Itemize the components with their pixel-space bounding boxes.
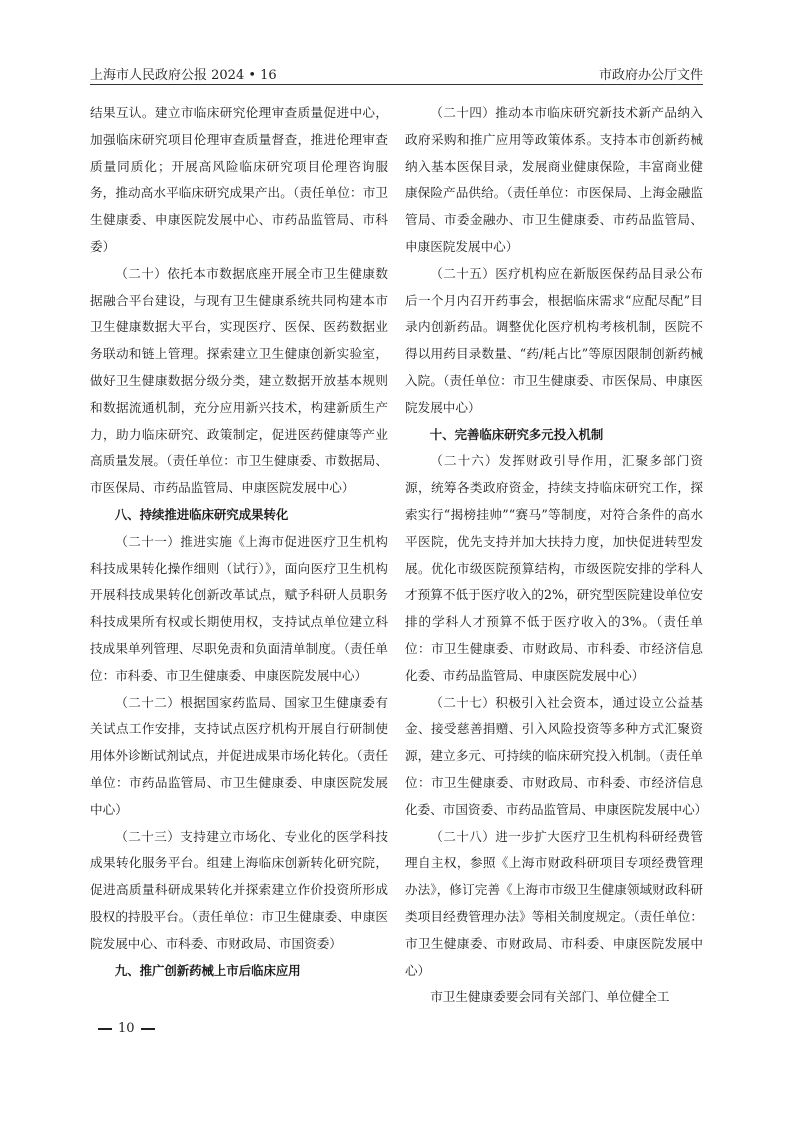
paragraph-continued: 结果互认。建立市临床研究伦理审查质量促进中心，加强临床研究项目伦理审查质量督查，推进伦理审查质量同质化；开展高风险临床研究项目伦理咨询服务，推动高水平临床研究成果产出。（责任单位：市卫生健康委、申康医院发展中心、市药品监管局、市科委） <box>90 105 388 254</box>
section-heading-8: 八、持续推进临床研究成果转化 <box>114 506 289 522</box>
page-header <box>90 58 703 85</box>
section-heading-10: 十、完善临床研究多元投入机制 <box>429 426 604 442</box>
section-title: 市政府办公厅文件 <box>598 68 703 83</box>
footer-dash-left <box>98 1028 112 1030</box>
paragraph-25: （二十五）医疗机构应在新版医保药品目录公布后一个月内召开药事会，根据临床需求“应配尽配”目录内创新药品。调整优化医疗机构考核机制，医院不得以用药目录数量、“药/耗占比”等原因限制创新药械入院。（责任单位：市卫生健康委、市医保局、申康医院发展中心） <box>405 265 703 415</box>
paragraph-20: （二十）依托本市数据底座开展全市卫生健康数据融合平台建设，与现有卫生健康系统共同构建本市卫生健康数据大平台，实现医疗、医保、医药数据业务联动和链上管理。探索建立卫生健康创新实验室，做好卫生健康数据分级分类，建立数据开放基本规则和数据流通机制，充分应用新兴技术，构建新质生产力，助力临床研究、政策制定，促进医药健康等产业高质量发展。（责任单位：市卫生健康委、市数据局、市医保局、市药品监管局、申康医院发展中心） <box>90 265 388 496</box>
paragraph-22: （二十二）根据国家药监局、国家卫生健康委有关试点工作安排，支持试点医疗机构开展自行研制使用体外诊断试剂试点，并促进成果市场化转化。（责任单位：市药品监管局、市卫生健康委、申康医院发展中心） <box>90 694 388 817</box>
paragraph-27: （二十七）积极引入社会资本，通过设立公益基金、接受慈善捐赠、引入风险投资等多种方式汇聚资源，建立多元、可持续的临床研究投入机制。（责任单位：市卫生健康委、市财政局、市科委、市经济信息化委、市国资委、市药品监管局、申康医院发展中心） <box>405 694 708 817</box>
left-column <box>90 100 388 984</box>
paragraph-26: （二十六）发挥财政引导作用，汇聚多部门资源，统筹各类政府资金，持续支持临床研究工作，探索实行“揭榜挂帅”“赛马”等制度，对符合条件的高水平医院，优先支持并加大扶持力度，加快促进转型发展。优化市级医院预算结构，市级医院安排的学科人才预算不低于医疗收入的2%，研究型医院建设单位安排的学科人才预算不低于医疗收入的3%。（责任单位：市卫生健康委、市财政局、市科委、市经济信息化委、市药品监管局、申康医院发展中心） <box>405 453 703 683</box>
paragraph-closing: 市卫生健康委要会同有关部门、单位健全工 <box>430 989 670 1005</box>
footer-dash-right <box>141 1028 155 1030</box>
paragraph-21: （二十一）推进实施《上海市促进医疗卫生机构科技成果转化操作细则（试行）》，面向医疗卫生机构开展科技成果转化创新改革试点，赋予科研人员职务科技成果所有权或长期使用权，支持试点单位建立科技成果单列管理、尽职免责和负面清单制度。（责任单位：市科委、市卫生健康委、申康医院发展中心） <box>90 533 388 683</box>
publication-title: 上海市人民政府公报 2024 • 16 <box>90 68 277 83</box>
right-column <box>405 100 708 1011</box>
page-number: 10 <box>118 1021 135 1036</box>
paragraph-23: （二十三）支持建立市场化、专业化的医学科技成果转化服务平台。组建上海临床创新转化研究院，促进高质量科研成果转化并探索建立作价投资所形成股权的持股平台。（责任单位：市卫生健康委、申康医院发展中心、市科委、市财政局、市国资委） <box>90 828 388 951</box>
section-heading-9: 九、推广创新药械上市后临床应用 <box>114 962 301 978</box>
paragraph-28: （二十八）进一步扩大医疗卫生机构科研经费管理自主权，参照《上海市财政科研项目专项经费管理办法》，修订完善《上海市市级卫生健康领域财政科研类项目经费管理办法》等相关制度规定。（责任单位：市卫生健康委、市财政局、市科委、申康医院发展中心） <box>405 828 703 978</box>
paragraph-24: （二十四）推动本市临床研究新技术新产品纳入政府采购和推广应用等政策体系。支持本市创新药械纳入基本医保目录，发展商业健康保险，丰富商业健康保险产品供给。（责任单位：市医保局、上海金融监管局、市委金融办、市卫生健康委、市药品监管局、申康医院发展中心） <box>405 105 703 254</box>
page-footer <box>92 1021 161 1036</box>
